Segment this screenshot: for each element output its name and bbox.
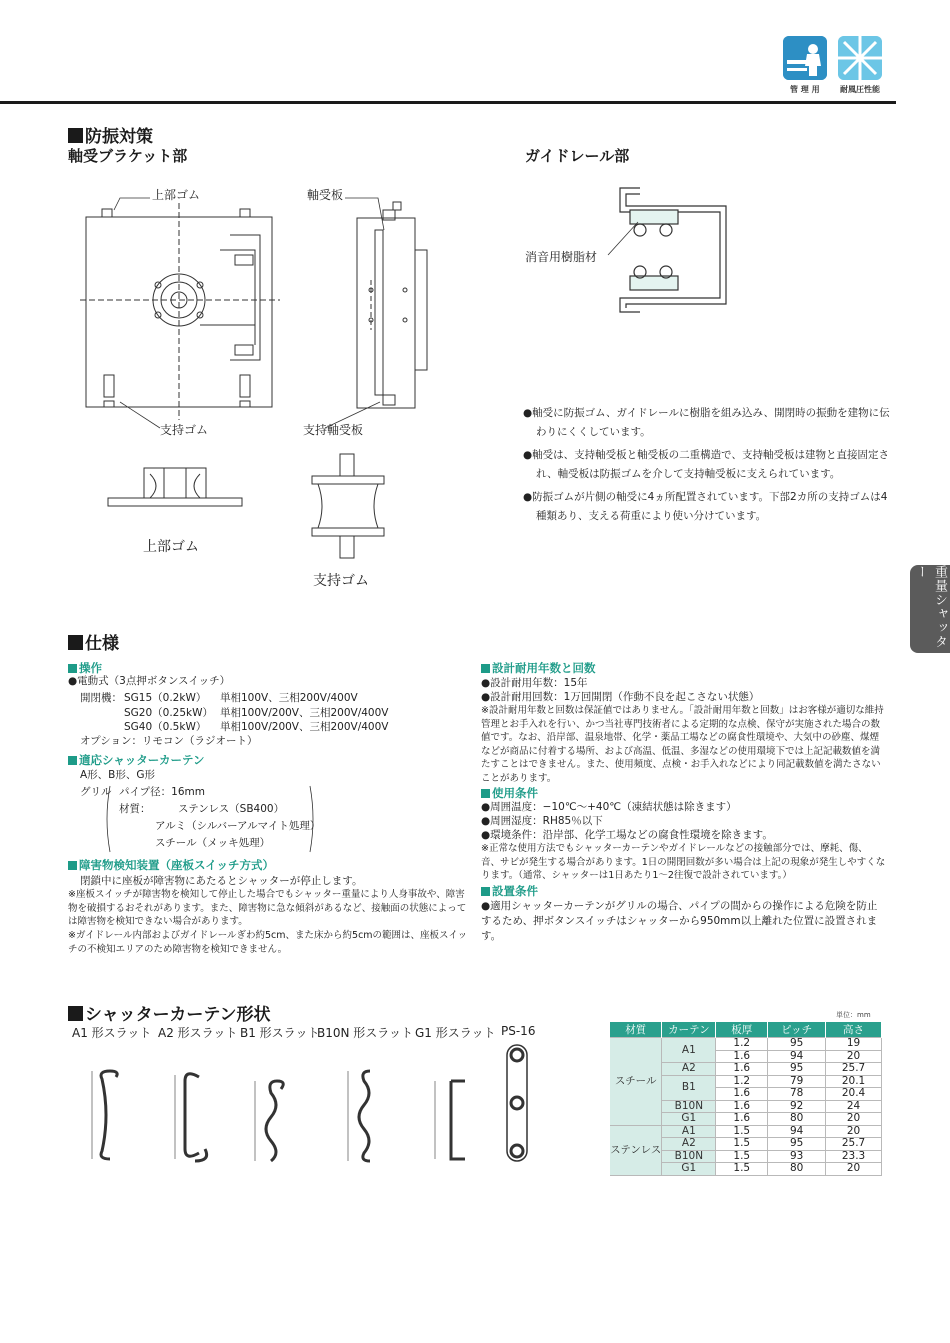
slat-label: B10N 形スラット: [317, 1026, 414, 1040]
durability-heading: 設計耐用年数と回数: [481, 660, 596, 676]
support-rubber-callout: 支持ゴム: [160, 423, 209, 437]
condition-item: ● 環境条件：沿岸部、化学工場などの腐食性環境を除きます。: [481, 828, 773, 843]
table-cell: 20: [826, 1163, 882, 1176]
obstacle-heading: 障害物検知装置（座板スイッチ方式）: [68, 857, 274, 873]
table-header: 板厚: [716, 1022, 768, 1038]
table-cell: 1.6: [716, 1088, 768, 1101]
guide-rail-drawing: [600, 180, 750, 320]
table-cell: 20.1: [826, 1075, 882, 1088]
curtain-heading: 適応シャッターカーテン: [68, 752, 204, 768]
table-cell: 1.6: [716, 1113, 768, 1126]
table-cell: 95: [768, 1138, 826, 1151]
grille-material: ステンレス（SB400）: [178, 803, 285, 815]
wind-pressure-icon: [838, 36, 882, 80]
table-cell: 19: [826, 1038, 882, 1051]
table-cell: 24: [826, 1100, 882, 1113]
slat-label: G1 形スラット: [415, 1026, 496, 1040]
curtain-cell: A2: [662, 1138, 716, 1151]
leader-lines: [100, 190, 400, 430]
durability-cycles: ● 設計耐用回数：1万回開閉（作動不良を起こさない状態）: [481, 690, 759, 705]
curtain-cell: A1: [662, 1125, 716, 1138]
table-cell: 95: [768, 1063, 826, 1076]
side-tab-label: 重量シャッター: [913, 565, 947, 649]
slat-label: A2 形スラット: [158, 1026, 238, 1040]
slat-b1-drawing: [245, 1075, 305, 1165]
machine-model: SG20（0.25kW）: [124, 707, 214, 719]
table-cell: 1.5: [716, 1163, 768, 1176]
table-cell: 20: [826, 1050, 882, 1063]
curtain-cell: G1: [662, 1113, 716, 1126]
table-cell: 20: [826, 1125, 882, 1138]
table-cell: 1.2: [716, 1038, 768, 1051]
upper-rubber-detail: [106, 464, 244, 514]
table-cell: 80: [768, 1113, 826, 1126]
feature-item: ● 軸受に防振ゴム、ガイドレールに樹脂を組み込み、開閉時の振動を建物に伝わりにくくしています。: [523, 404, 893, 442]
table-cell: 1.6: [716, 1063, 768, 1076]
table-header: 材質: [610, 1022, 662, 1038]
table-cell: 20.4: [826, 1088, 882, 1101]
curtain-cell: B10N: [662, 1150, 716, 1163]
curtain-cell: G1: [662, 1163, 716, 1176]
table-cell: 79: [768, 1075, 826, 1088]
grille-label: グリル: [80, 786, 112, 798]
support-rubber-caption: 支持ゴム: [313, 573, 369, 589]
table-cell: 25.7: [826, 1063, 882, 1076]
slat-a1-drawing: [80, 1065, 140, 1165]
operation-type: ●電動式（3点押ボタンスイッチ）: [68, 675, 231, 687]
table-cell: 92: [768, 1100, 826, 1113]
table-row: [610, 1125, 882, 1138]
table-cell: 94: [768, 1125, 826, 1138]
upper-rubber-caption: 上部ゴム: [143, 539, 199, 555]
durability-years: ● 設計耐用年数：15年: [481, 676, 588, 691]
grille-material-label: 材質：: [119, 803, 151, 815]
bearing-subtitle: 軸受ブラケット部: [68, 147, 188, 165]
machines-label: 開閉機：: [80, 692, 122, 704]
table-header: カーテン: [662, 1022, 716, 1038]
slat-label: PS-16: [501, 1024, 536, 1038]
table-cell: 20: [826, 1113, 882, 1126]
table-header: 高さ: [826, 1022, 882, 1038]
grille-material: アルミ（シルバーアルマイト処理）: [155, 820, 321, 832]
feature-item: ● 軸受は、支持軸受板と軸受板の二重構造で、支持軸受板は建物と直接固定され、軸受板は防振ゴムを介して支持軸受板に支えられています。: [523, 446, 893, 484]
feature-list: [523, 404, 893, 530]
machine-power: 単相100V、三相200V/400V: [220, 692, 358, 704]
installation-text: ● 適用シャッターカーテンがグリルの場合、パイプの間からの操作による危険を防止するため、押ボタンスイッチはシャッターから950mm以上離れた位置に設置されます。: [481, 899, 886, 944]
curtain-cell: B10N: [662, 1100, 716, 1113]
table-row: [610, 1038, 882, 1051]
table-cell: 1.2: [716, 1075, 768, 1088]
durability-note: ※設計耐用年数と回数は保証値ではありません。「設計耐用年数と回数」はお客様が適切な維持管理とお手入れを行い、かつ当社専門技術者による定期的な点検、保守が実施された場合の数値です。なお、沿岸部、温泉地帯、化学・薬品工場などの腐食性環境や、大気中の砂塵、煤煙などが商品に付着する場所、および高温、低温、多湿などの使用環境下では上記記載数値を満たすことはできません。また、使用頻度、点検・お手入れなどにより同記載数値を満たさないことがあります。: [481, 705, 884, 784]
condition-item: ● 周囲湿度：RH85％以下: [481, 814, 603, 829]
sound-resin-callout: 消音用樹脂材: [525, 250, 598, 264]
bearing-plate-callout: 軸受板: [307, 188, 344, 202]
conditions-note: ※正常な使用方法でもシャッターカーテンやガイドレールなどの接触部分では、摩耗、傷、音、サビが発生する場合があります。1日の開閉回数が多い場合は上記の現象が発生しやすくなります。（通常、シャッターは1日あたり1〜2往復で設計されています。）: [481, 843, 886, 881]
material-cell: ステンレス: [610, 1125, 662, 1175]
vibration-title: 防振対策: [68, 122, 153, 147]
feature-item: ● 防振ゴムが片側の軸受に4ヵ所配置されています。下部2カ所の支持ゴムは4種類あり、支える荷重により使い分けています。: [523, 488, 893, 526]
guide-subtitle: ガイドレール部: [525, 147, 630, 165]
wind-pressure-icon-label: 耐風圧性能: [840, 85, 880, 94]
material-cell: スチール: [610, 1038, 662, 1126]
table-unit: 単位：mm: [836, 1011, 871, 1019]
support-bearing-plate-callout: 支持軸受板: [303, 423, 364, 437]
table-cell: 1.5: [716, 1138, 768, 1151]
header-rule: [0, 101, 896, 104]
table-cell: 93: [768, 1150, 826, 1163]
curtain-cell: A2: [662, 1063, 716, 1076]
grille-material: スチール（メッキ処理）: [155, 837, 271, 849]
obstacle-note: ※座板スイッチが障害物を検知して停止した場合でもシャッター重量により人身事故や、障害物を破損するおそれがあります。また、障害物に急な傾斜があるなど、接触面の状態によっては障害物を検知できない場合があります。: [68, 889, 467, 927]
obstacle-note: ※ガイドレール内部およびガイドレールぎわ約5cm、また床から約5cmの範囲は、座板スイッチの不検知エリアのため障害物を検知できません。: [68, 930, 468, 955]
table-header: ピッチ: [768, 1022, 826, 1038]
slat-b10n-drawing: [340, 1065, 400, 1165]
table-cell: 78: [768, 1088, 826, 1101]
table-cell: 1.5: [716, 1125, 768, 1138]
management-icon: [783, 36, 827, 80]
machine-power: 単相100V/200V、三相200V/400V: [220, 721, 389, 733]
curtain-cell: A1: [662, 1038, 716, 1063]
conditions-heading: 使用条件: [481, 785, 538, 801]
operation-option: オプション：リモコン（ラジオート）: [80, 735, 258, 747]
side-tab[interactable]: [910, 565, 950, 653]
slat-label: A1 形スラット: [72, 1026, 152, 1040]
upper-rubber-callout: 上部ゴム: [152, 188, 201, 202]
curtain-shape-title: シャッターカーテン形状: [68, 1000, 270, 1025]
ps16-drawing: [505, 1043, 529, 1163]
installation-heading: 設置条件: [481, 883, 538, 899]
slat-label: B1 形スラット: [240, 1026, 320, 1040]
management-icon-label: 管 理 用: [790, 85, 820, 94]
table-cell: 80: [768, 1163, 826, 1176]
grille-pipe: パイプ径：16mm: [119, 786, 206, 798]
table-cell: 23.3: [826, 1150, 882, 1163]
condition-item: ● 周囲温度：−10℃〜+40℃（凍結状態は除きます）: [481, 800, 737, 815]
slat-a2-drawing: [165, 1065, 225, 1165]
machine-power: 単相100V/200V、三相200V/400V: [220, 707, 389, 719]
machine-model: SG15（0.2kW）: [124, 692, 207, 704]
table-cell: 95: [768, 1038, 826, 1051]
curtain-cell: B1: [662, 1075, 716, 1100]
slat-spec-table: [610, 1022, 882, 1176]
table-cell: 94: [768, 1050, 826, 1063]
table-cell: 25.7: [826, 1138, 882, 1151]
table-cell: 1.6: [716, 1100, 768, 1113]
obstacle-text: 閉鎖中に座板が障害物にあたるとシャッターが停止します。: [80, 875, 363, 887]
spec-title: 仕様: [68, 629, 119, 654]
table-cell: 1.6: [716, 1050, 768, 1063]
table-cell: 1.5: [716, 1150, 768, 1163]
support-rubber-detail: [308, 450, 388, 560]
slat-g1-drawing: [425, 1075, 485, 1165]
operation-heading: 操作: [68, 660, 102, 676]
curtain-types: A形、B形、G形: [80, 769, 156, 781]
machine-model: SG40（0.5kW）: [124, 721, 207, 733]
